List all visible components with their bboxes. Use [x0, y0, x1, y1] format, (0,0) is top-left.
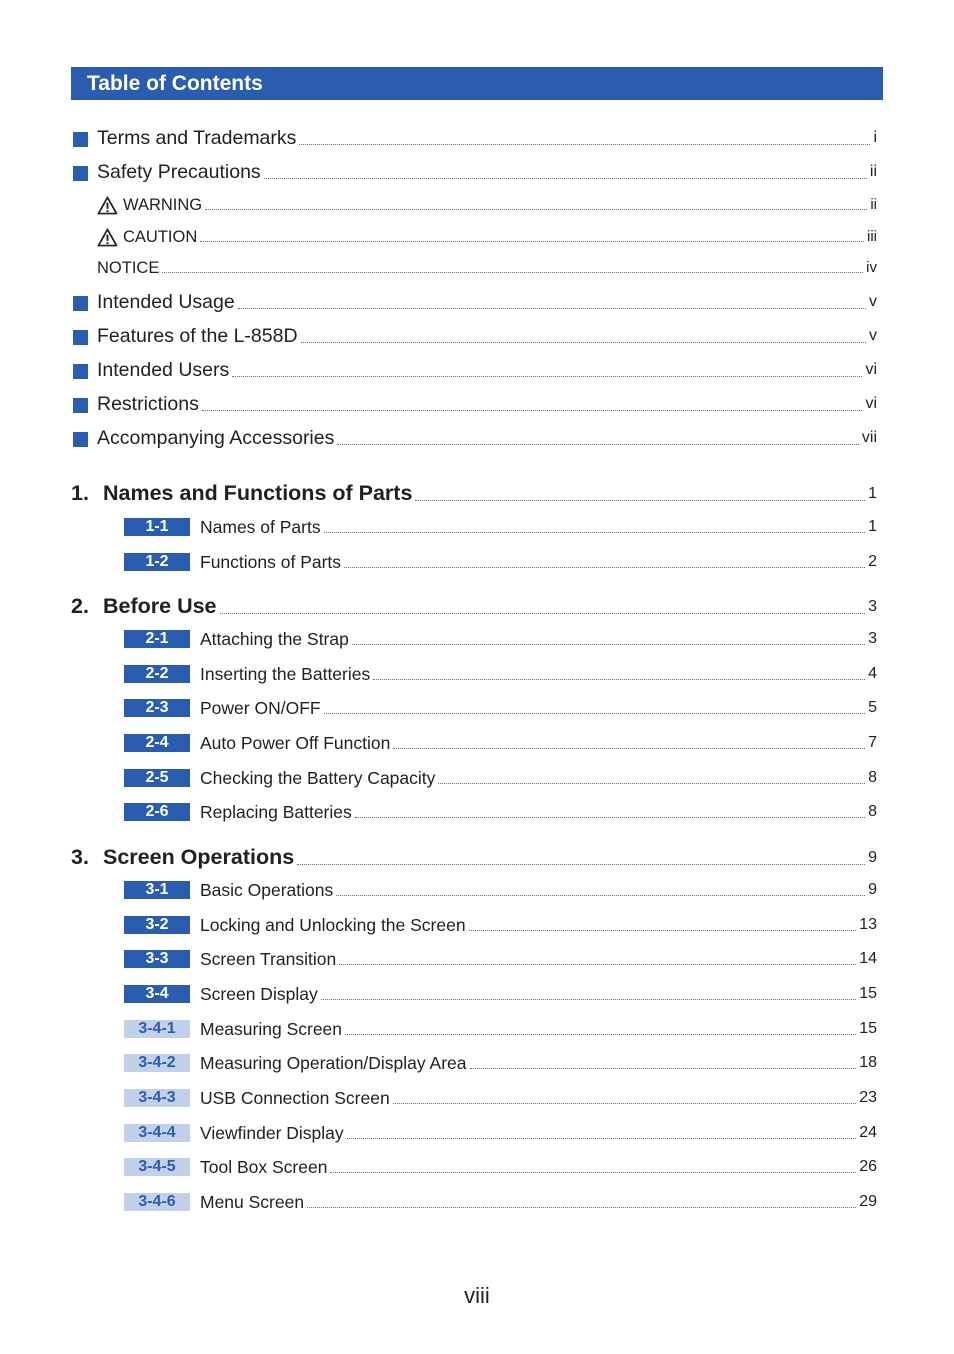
section-number-badge: 3-4-5 — [124, 1158, 190, 1176]
toc-entry-safety[interactable] — [73, 160, 877, 184]
entry-label: Safety Precautions — [97, 161, 261, 183]
dot-leader — [336, 895, 865, 896]
square-bullet-icon — [73, 398, 88, 413]
entry-page: vi — [865, 395, 877, 412]
dot-leader — [470, 1068, 857, 1069]
toc-entry-warning[interactable] — [97, 195, 877, 215]
dot-leader — [469, 930, 857, 931]
section-title: Screen Display — [200, 984, 318, 1004]
section-title: Replacing Batteries — [200, 802, 352, 822]
section-page: 8 — [868, 769, 877, 786]
chapter-page: 3 — [868, 598, 877, 615]
section-page: 14 — [859, 950, 877, 967]
chapter-number: 1. — [71, 481, 89, 505]
dot-leader — [345, 1034, 856, 1035]
toc-entry-features[interactable] — [73, 324, 877, 348]
dot-leader — [301, 342, 866, 343]
section-number-badge: 3-1 — [124, 881, 190, 899]
toc-entry-accessories[interactable] — [73, 426, 877, 450]
entry-label: Terms and Trademarks — [97, 127, 297, 149]
dot-leader — [162, 272, 863, 273]
section-number-badge: 3-4-2 — [124, 1054, 190, 1072]
chapter-page: 1 — [868, 485, 877, 502]
section-page: 5 — [868, 699, 877, 716]
toc-section-2-2[interactable] — [124, 663, 877, 685]
toc-section-3-1[interactable] — [124, 879, 877, 901]
section-title: Basic Operations — [200, 880, 334, 900]
dot-leader — [415, 500, 865, 501]
section-number-badge: 2-5 — [124, 769, 190, 787]
section-title: Names of Parts — [200, 517, 321, 537]
entry-page: v — [869, 293, 877, 310]
toc-entry-caution[interactable] — [97, 227, 877, 247]
toc-entry-terms[interactable] — [73, 126, 877, 150]
section-title: Checking the Battery Capacity — [200, 768, 436, 788]
section-number-badge: 3-4-3 — [124, 1089, 190, 1107]
toc-section-3-4[interactable] — [124, 983, 877, 1005]
section-title: Screen Transition — [200, 949, 337, 969]
section-page: 1 — [868, 518, 877, 535]
section-number-badge: 2-6 — [124, 803, 190, 821]
section-page: 13 — [859, 916, 877, 933]
entry-label: CAUTION — [123, 228, 198, 246]
dot-leader — [205, 209, 867, 210]
section-number-badge: 3-4-4 — [124, 1124, 190, 1142]
entry-label: Restrictions — [97, 393, 199, 415]
toc-header-bar — [71, 67, 883, 100]
toc-entry-restrictions[interactable] — [73, 392, 877, 416]
toc-section-3-4-6[interactable] — [124, 1191, 877, 1213]
toc-entry-intended-users[interactable] — [73, 358, 877, 382]
dot-leader — [238, 308, 866, 309]
toc-section-2-3[interactable] — [124, 697, 877, 719]
dot-leader — [347, 1138, 857, 1139]
toc-section-3-4-2[interactable] — [124, 1052, 877, 1074]
section-title: Locking and Unlocking the Screen — [200, 915, 466, 935]
entry-label: Features of the L-858D — [97, 325, 298, 347]
dot-leader — [344, 567, 865, 568]
entry-label: WARNING — [123, 196, 203, 214]
chapter-title: Screen Operations — [103, 845, 295, 869]
toc-section-2-5[interactable] — [124, 767, 877, 789]
section-page: 15 — [859, 1020, 877, 1037]
dot-leader — [307, 1207, 856, 1208]
section-page: 7 — [868, 734, 877, 751]
chapter-page: 9 — [868, 849, 877, 866]
toc-section-3-4-3[interactable] — [124, 1087, 877, 1109]
section-number-badge: 3-2 — [124, 916, 190, 934]
dot-leader — [264, 178, 867, 179]
section-number-badge: 3-4 — [124, 985, 190, 1003]
dot-leader — [220, 613, 866, 614]
dot-leader — [200, 241, 864, 242]
dot-leader — [352, 644, 865, 645]
dot-leader — [339, 964, 856, 965]
toc-section-1-2[interactable] — [124, 551, 877, 573]
section-number-badge: 3-3 — [124, 950, 190, 968]
section-page: 9 — [868, 881, 877, 898]
section-page: 8 — [868, 803, 877, 820]
entry-page: ii — [870, 196, 877, 213]
section-number-badge: 3-4-1 — [124, 1020, 190, 1038]
section-number-badge: 1-2 — [124, 553, 190, 571]
toc-section-1-1[interactable] — [124, 516, 877, 538]
dot-leader — [438, 783, 865, 784]
entry-page: iii — [867, 228, 877, 245]
dot-leader — [299, 144, 870, 145]
entry-label: Accompanying Accessories — [97, 427, 335, 449]
toc-chapter-3[interactable] — [71, 844, 877, 870]
section-title: Tool Box Screen — [200, 1157, 328, 1177]
section-title: Attaching the Strap — [200, 629, 349, 649]
section-title: Inserting the Batteries — [200, 664, 371, 684]
toc-section-2-4[interactable] — [124, 732, 877, 754]
dot-leader — [324, 532, 865, 533]
square-bullet-icon — [73, 364, 88, 379]
warning-triangle-icon — [97, 228, 118, 247]
toc-section-2-1[interactable] — [124, 628, 877, 650]
dot-leader — [232, 376, 862, 377]
dot-leader — [330, 1172, 856, 1173]
entry-page: vi — [865, 361, 877, 378]
section-page: 3 — [868, 630, 877, 647]
toc-section-3-4-4[interactable] — [124, 1122, 877, 1144]
dot-leader — [321, 999, 857, 1000]
section-page: 26 — [859, 1158, 877, 1175]
section-page: 4 — [868, 665, 877, 682]
square-bullet-icon — [73, 330, 88, 345]
entry-label: Intended Usage — [97, 291, 235, 313]
section-page: 15 — [859, 985, 877, 1002]
square-bullet-icon — [73, 432, 88, 447]
toc-chapter-1[interactable] — [71, 480, 877, 506]
toc-entry-intended-usage[interactable] — [73, 290, 877, 314]
toc-section-3-2[interactable] — [124, 914, 877, 936]
section-number-badge: 2-2 — [124, 665, 190, 683]
entry-label: Intended Users — [97, 359, 230, 381]
section-title: Measuring Screen — [200, 1019, 343, 1039]
section-title: USB Connection Screen — [200, 1088, 390, 1108]
dot-leader — [324, 713, 866, 714]
entry-page: v — [869, 327, 877, 344]
section-number-badge: 3-4-6 — [124, 1193, 190, 1211]
toc-section-3-4-5[interactable] — [124, 1156, 877, 1178]
square-bullet-icon — [73, 296, 88, 311]
dot-leader — [373, 679, 865, 680]
dot-leader — [355, 817, 865, 818]
chapter-title: Names and Functions of Parts — [103, 481, 413, 505]
chapter-number: 3. — [71, 845, 89, 869]
entry-page: i — [873, 129, 877, 146]
chapter-number: 2. — [71, 594, 89, 618]
section-title: Viewfinder Display — [200, 1123, 344, 1143]
section-page: 2 — [868, 553, 877, 570]
entry-page: iv — [866, 259, 877, 276]
section-page: 23 — [859, 1089, 877, 1106]
toc-chapter-2[interactable] — [71, 593, 877, 619]
section-page: 24 — [859, 1124, 877, 1141]
warning-triangle-icon — [97, 196, 118, 215]
section-page: 29 — [859, 1193, 877, 1210]
dot-leader — [297, 864, 865, 865]
section-title: Menu Screen — [200, 1192, 305, 1212]
section-number-badge: 2-4 — [124, 734, 190, 752]
section-page: 18 — [859, 1054, 877, 1071]
section-number-badge: 1-1 — [124, 518, 190, 536]
section-title: Functions of Parts — [200, 552, 342, 572]
section-title: Auto Power Off Function — [200, 733, 391, 753]
section-number-badge: 2-1 — [124, 630, 190, 648]
section-title: Power ON/OFF — [200, 698, 321, 718]
dot-leader — [202, 410, 863, 411]
toc-section-3-4-1[interactable] — [124, 1018, 877, 1040]
page-number: viii — [464, 1283, 490, 1308]
entry-label: NOTICE — [97, 259, 160, 277]
square-bullet-icon — [73, 132, 88, 147]
section-number-badge: 2-3 — [124, 699, 190, 717]
square-bullet-icon — [73, 166, 88, 181]
toc-entry-notice[interactable] — [97, 258, 877, 278]
dot-leader — [337, 444, 859, 445]
dot-leader — [393, 748, 865, 749]
chapter-title: Before Use — [103, 594, 217, 618]
toc-title: Table of Contents — [87, 72, 263, 95]
section-title: Measuring Operation/Display Area — [200, 1053, 467, 1073]
entry-page: ii — [869, 163, 877, 180]
entry-page: vii — [861, 429, 877, 446]
toc-section-3-3[interactable] — [124, 948, 877, 970]
dot-leader — [393, 1103, 857, 1104]
toc-section-2-6[interactable] — [124, 801, 877, 823]
